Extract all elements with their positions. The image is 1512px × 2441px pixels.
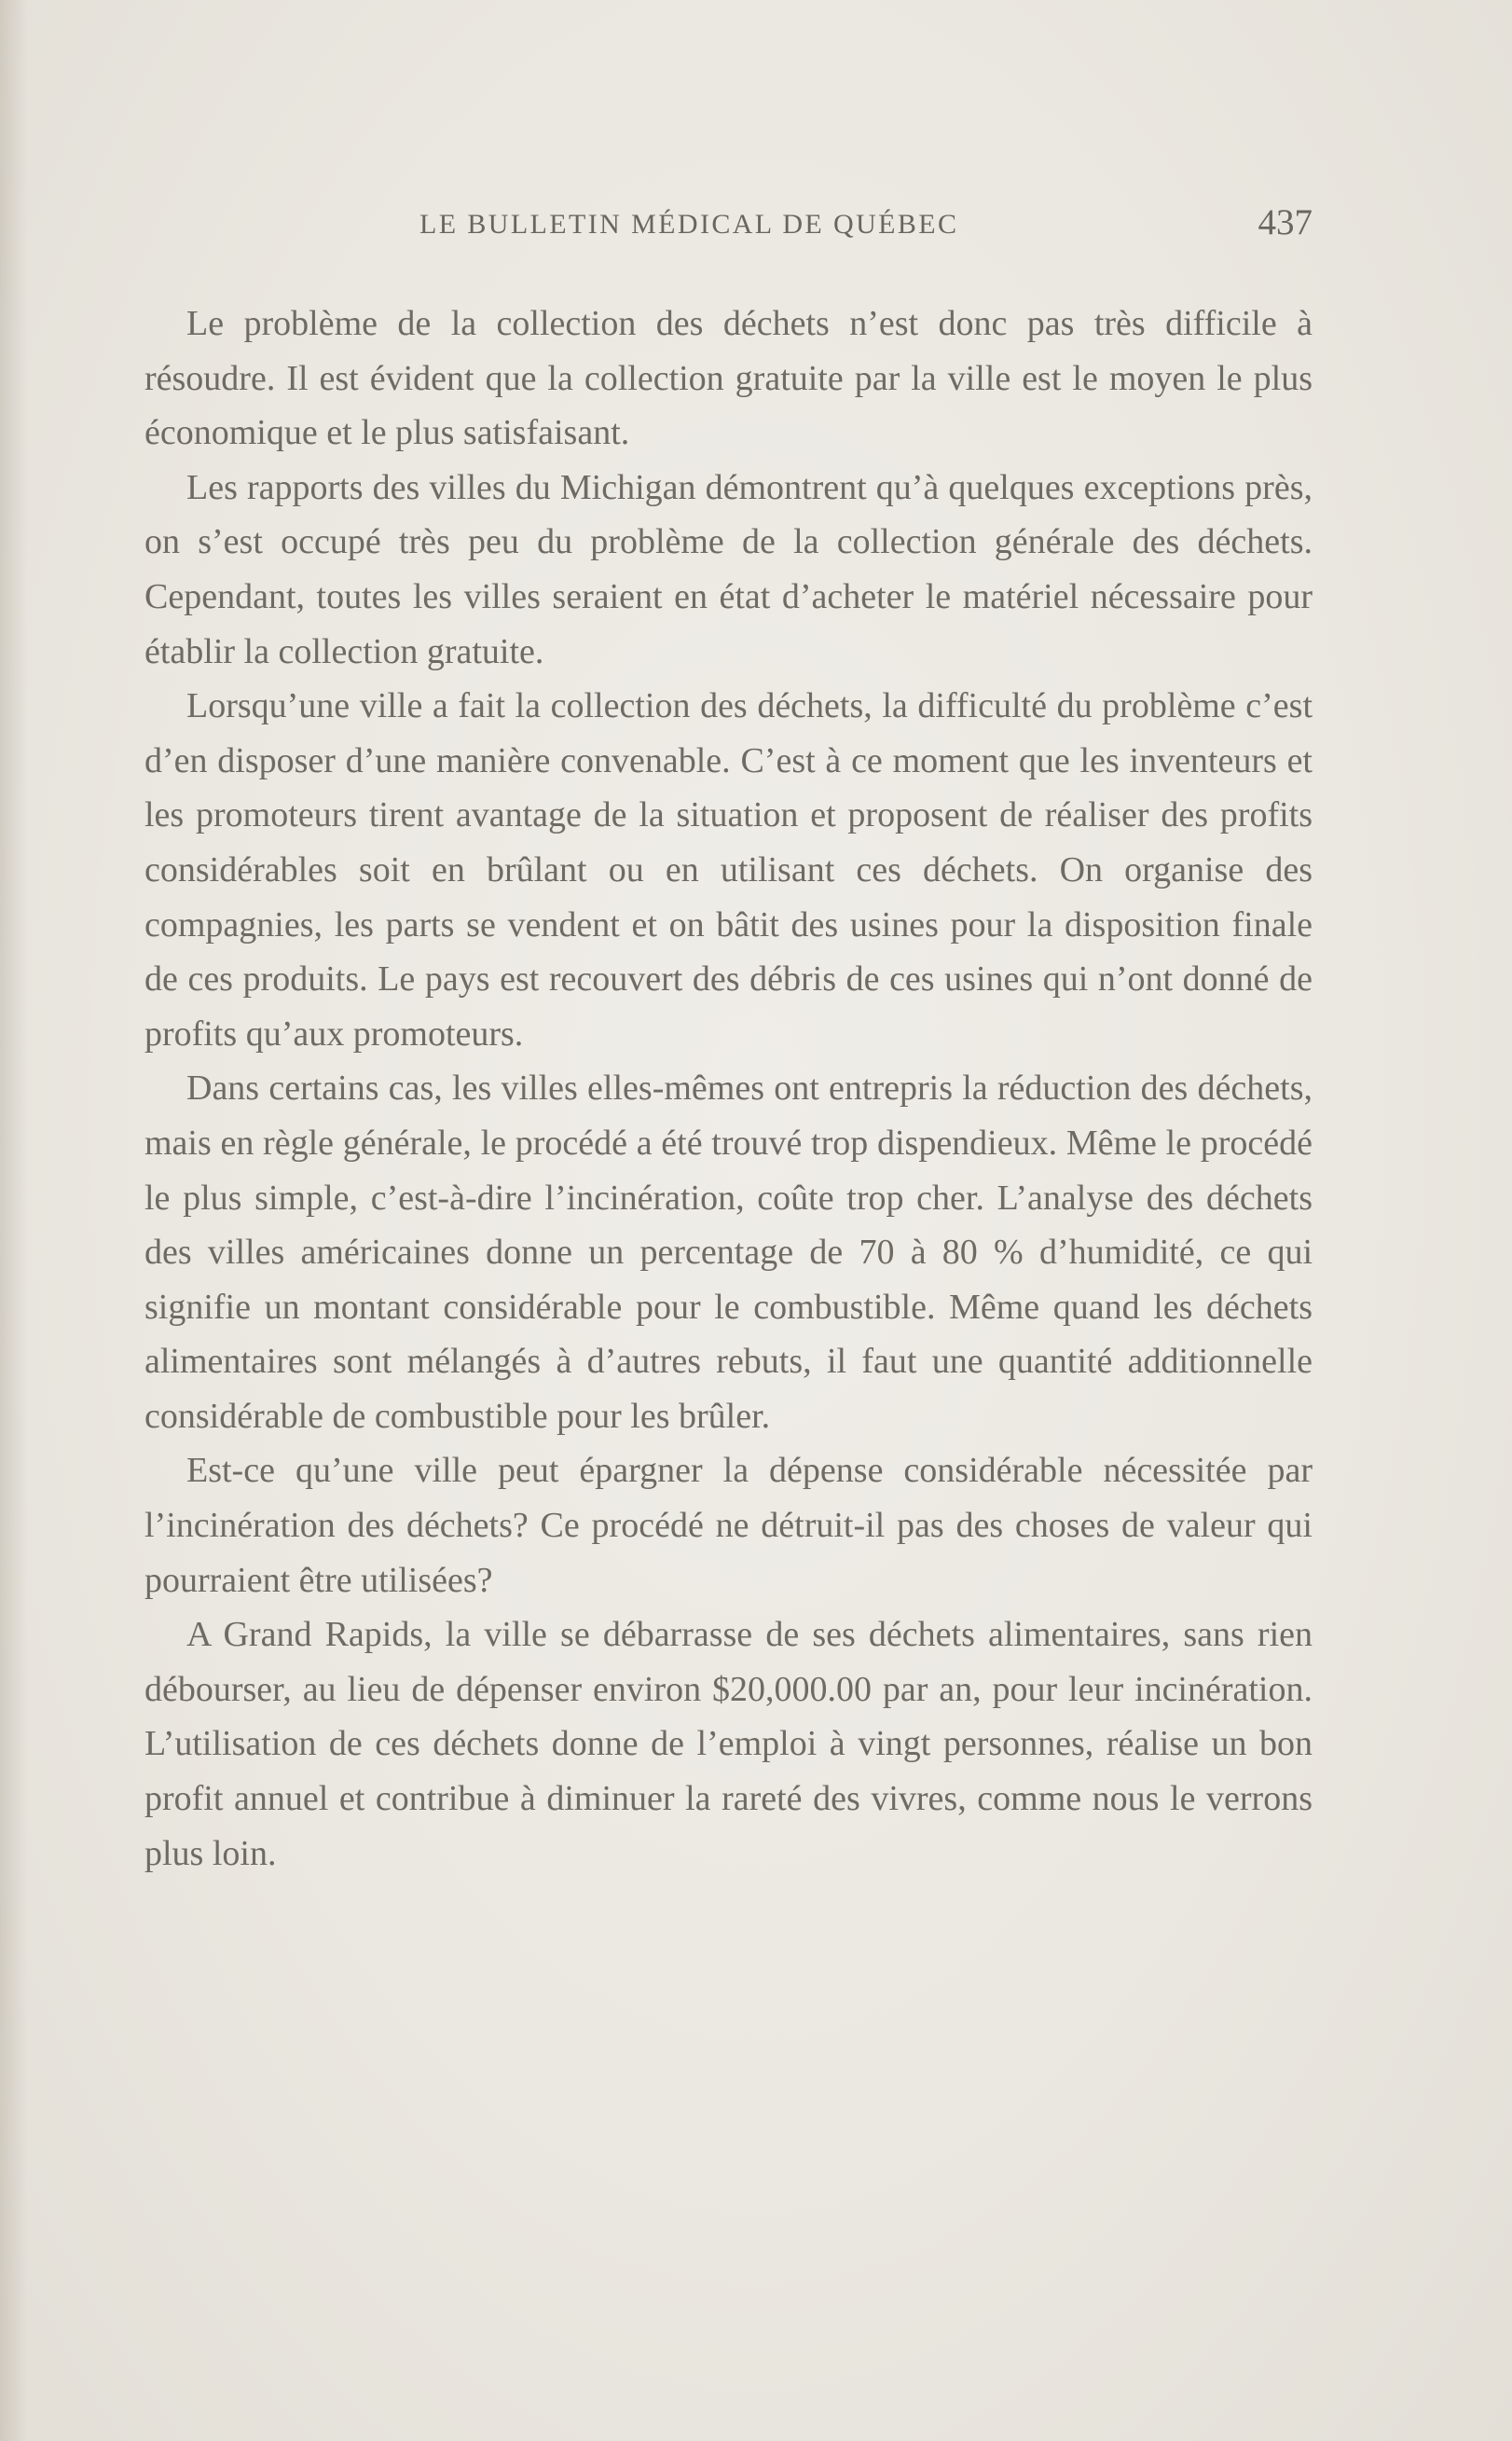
running-title: LE BULLETIN MÉDICAL DE QUÉBEC: [419, 209, 959, 240]
paragraph: Lorsqu’une ville a fait la collection des déchets, la difficulté du problème c’est d’en disposer d’une manière convenable. C’est à ce moment que les inventeurs et les promoteurs tirent avantage de la situation et proposent de réaliser des profits considérables soit en brûlant ou en utilisant ces déchets. On organise des compagnies, les parts se vendent et on bâtit des usines pour la disposition finale de ces produits. Le pays est recouvert des débris de ces usines qui n’ont donné de profits qu’aux promoteurs.: [144, 686, 1313, 1054]
body-text: [144, 297, 1313, 1881]
page-header: [144, 201, 1313, 248]
paragraph: Dans certains cas, les villes elles-mêmes ont entrepris la réduction des déchets, mais en règle générale, le procédé a été trouvé trop dispendieux. Même le procédé le plus simple, c’est-à-dire l’incinération, coûte trop cher. L’analyse des déchets des villes américaines donne un percentage de 70 à 80 % d’humidité, ce qui signifie un montant considérable pour le combustible. Même quand les déchets alimentaires sont mélangés à d’autres rebuts, il faut une quantité additionnelle considérable de combustible pour les brûler.: [144, 1069, 1313, 1436]
paragraph: Est-ce qu’une ville peut épargner la dépense considérable nécessitée par l’incinération des déchets? Ce procédé ne détruit-il pas des choses de valeur qui pourraient être utilisées?: [144, 1451, 1313, 1600]
page-number: 437: [1258, 202, 1313, 242]
page-edge-shadow: [0, 0, 28, 2441]
paragraph: Les rapports des villes du Michigan démontrent qu’à quelques exceptions près, on s’est occupé très peu du problème de la collection générale des déchets. Cependant, toutes les villes seraient en état d’acheter le matériel nécessaire pour établir la collection gratuite.: [144, 467, 1313, 671]
paragraph: Le problème de la collection des déchets n’est donc pas très difficile à résoudre. Il est évident que la collection gratuite par la ville est le moyen le plus économique et le plus satisfaisant.: [144, 304, 1313, 453]
paragraph: A Grand Rapids, la ville se débarrasse de ses déchets alimentaires, sans rien débourser, au lieu de dépenser environ $20,000.00 par an, pour leur incinération. L’utilisation de ces déchets donne de l’emploi à vingt personnes, réalise un bon profit annuel et contribue à diminuer la rareté des vivres, comme nous le verrons plus loin.: [144, 1615, 1313, 1873]
